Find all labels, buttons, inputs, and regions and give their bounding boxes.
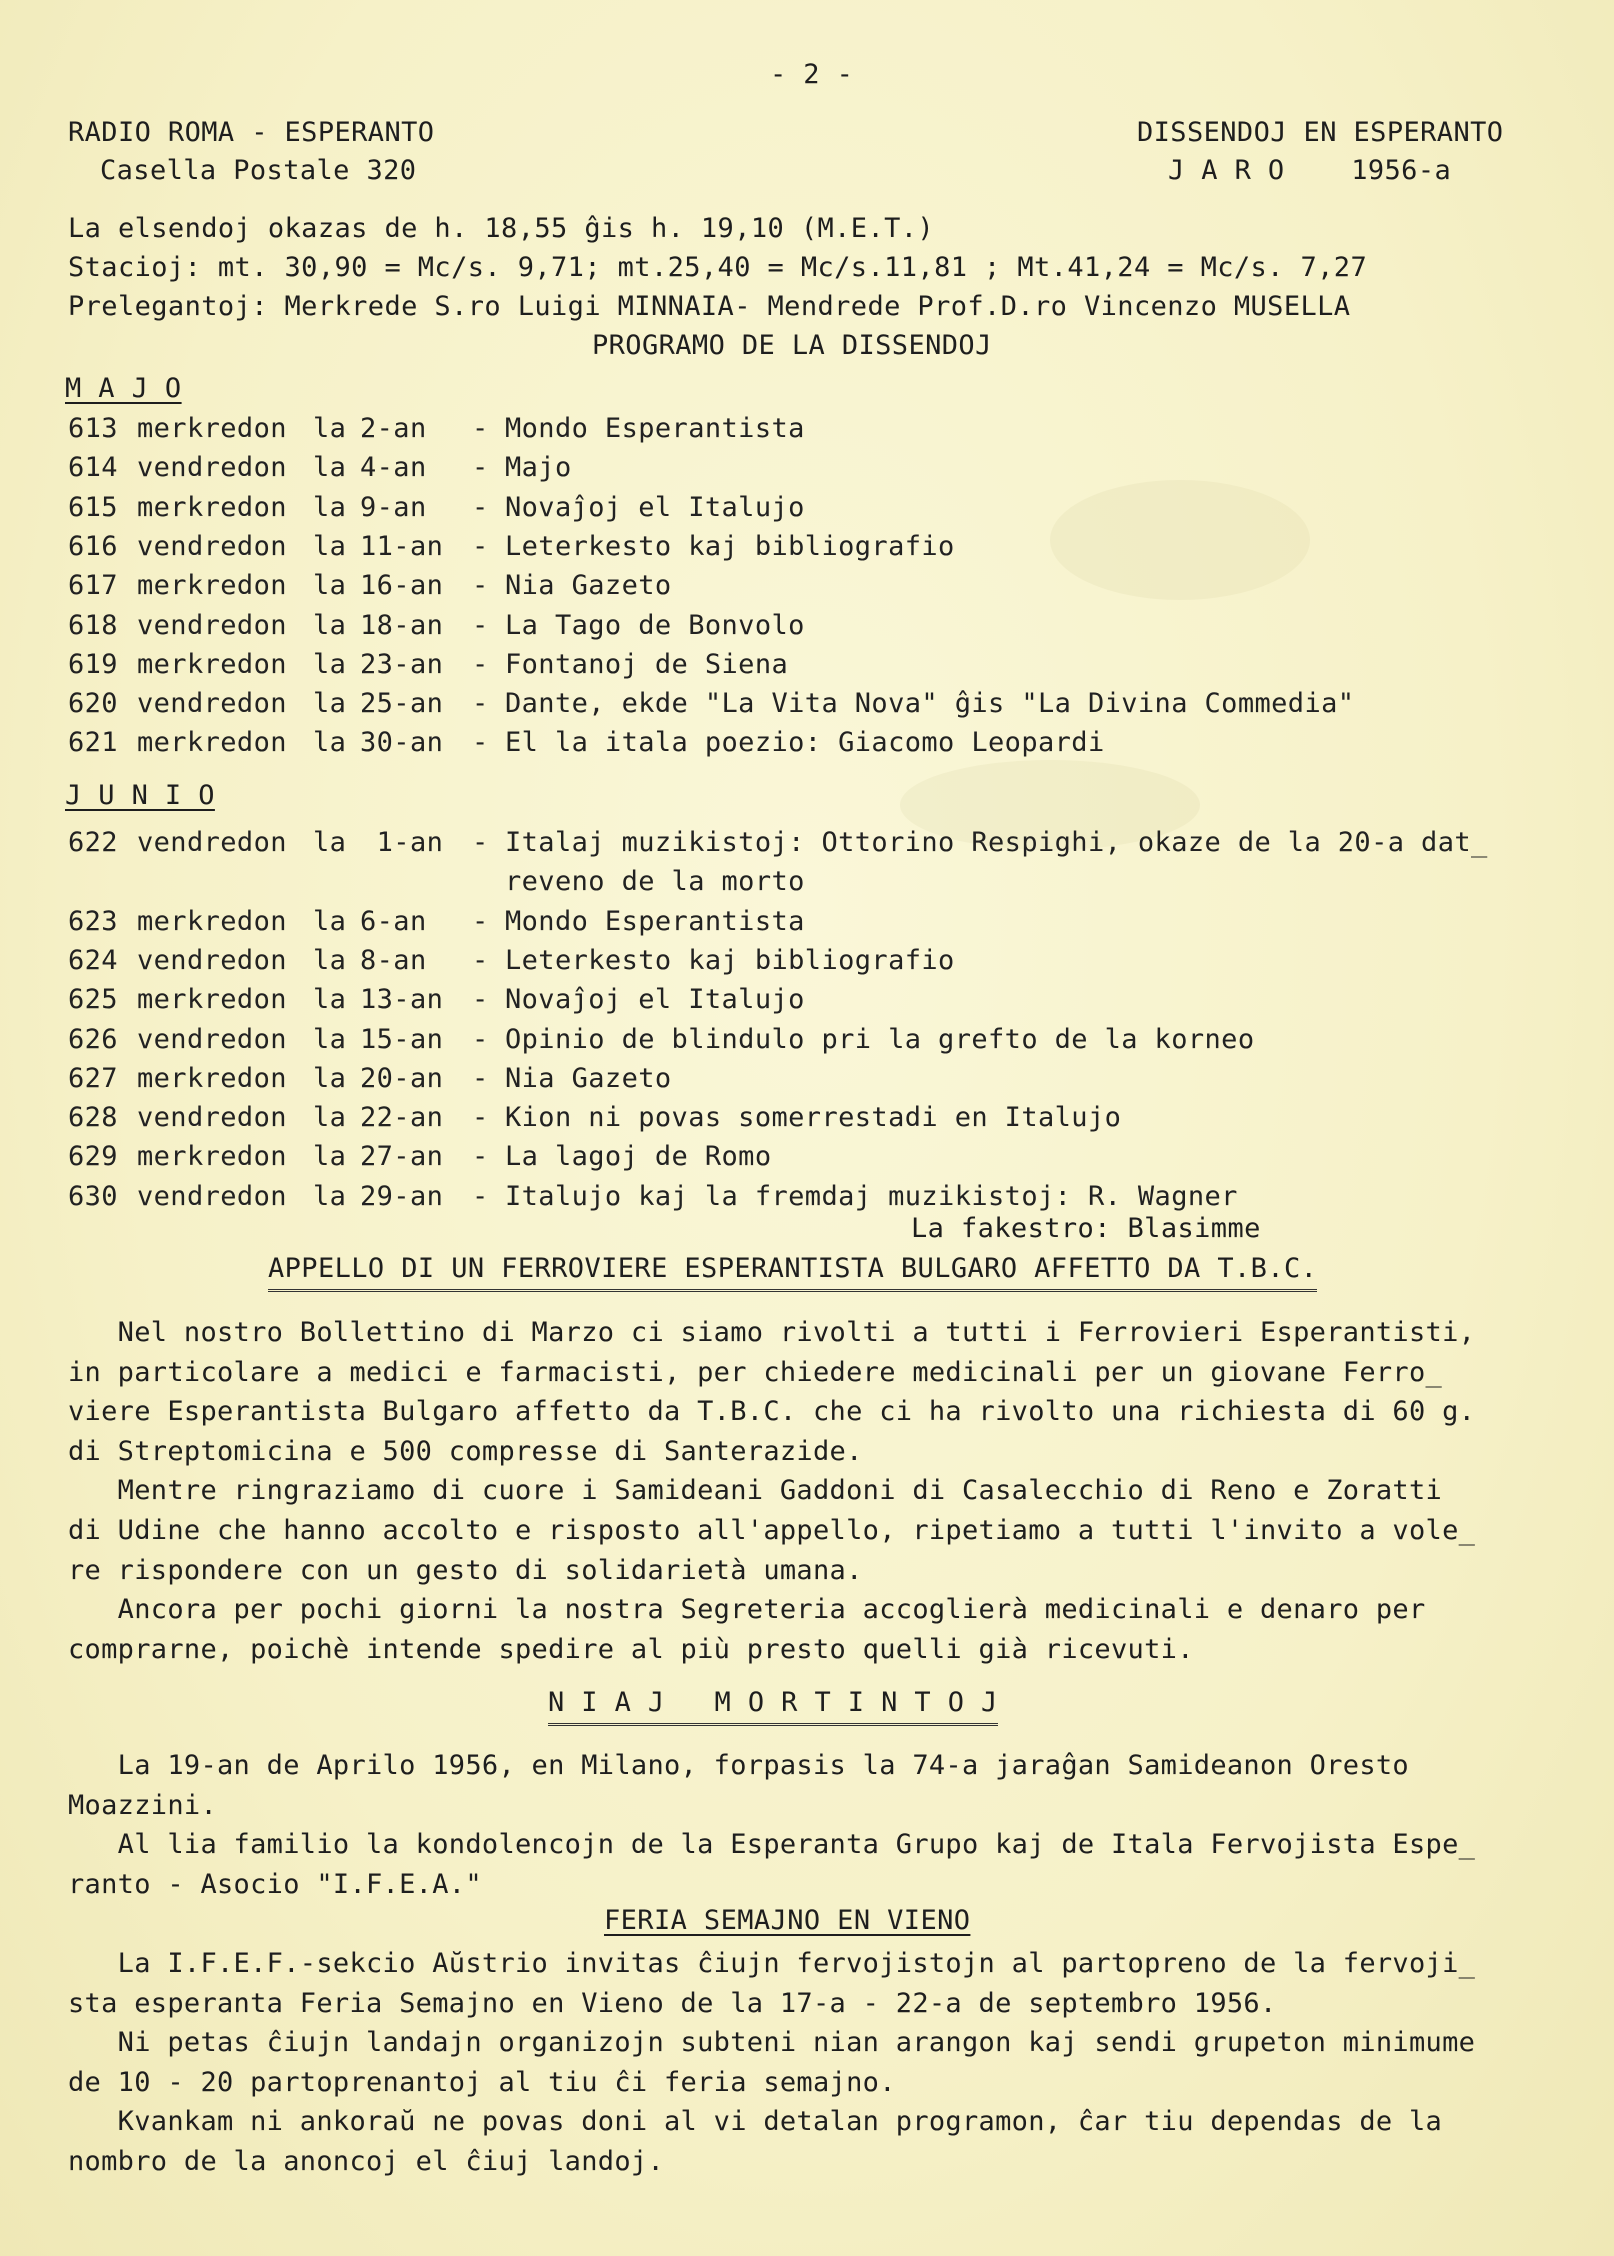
program-date: 6-an bbox=[360, 905, 427, 937]
program-date: 27-an bbox=[360, 1141, 444, 1173]
program-num: 620 bbox=[68, 688, 118, 720]
program-day: vendredon bbox=[137, 1023, 287, 1055]
program-row bbox=[0, 648, 1614, 682]
program-row bbox=[0, 687, 1614, 721]
program-day: merkredon bbox=[137, 1141, 287, 1173]
program-dash: - bbox=[472, 727, 489, 759]
text-line: re rispondere con un gesto di solidarietà umana. bbox=[68, 1554, 863, 1586]
program-la: la bbox=[313, 413, 347, 444]
program-dash: - bbox=[472, 609, 489, 641]
program-la: la bbox=[313, 452, 347, 484]
program-la: la bbox=[313, 984, 347, 1016]
program-day: merkredon bbox=[137, 727, 287, 759]
program-title: Nia Gazeto bbox=[505, 570, 672, 602]
feria-heading: FERIA SEMAJNO EN VIENO bbox=[604, 1905, 971, 1936]
program-date: 23-an bbox=[360, 648, 444, 680]
program-day: vendredon bbox=[137, 688, 287, 720]
program-dash: - bbox=[472, 413, 489, 444]
program-row bbox=[0, 1062, 1614, 1096]
text-line: di Streptomicina e 500 compresse di Santerazide. bbox=[68, 1435, 863, 1467]
text-line: viere Esperantista Bulgaro affetto da T.B.C. che ci ha rivolto una richiesta di 60 g. bbox=[68, 1396, 1476, 1428]
program-num: 616 bbox=[68, 530, 118, 562]
program-day: merkredon bbox=[137, 984, 287, 1016]
program-row bbox=[0, 1180, 1614, 1214]
program-date: 16-an bbox=[360, 570, 444, 602]
program-num: 627 bbox=[68, 1062, 118, 1094]
program-num: 630 bbox=[68, 1180, 118, 1212]
program-num: 617 bbox=[68, 570, 118, 602]
program-title: Nia Gazeto bbox=[505, 1062, 672, 1094]
text-line: Mentre ringraziamo di cuore i Samideani Gaddoni di Casalecchio di Reno e Zoratti bbox=[68, 1475, 1443, 1507]
program-dash: - bbox=[472, 530, 489, 562]
program-day: merkredon bbox=[137, 648, 287, 680]
program-dash: - bbox=[472, 984, 489, 1016]
program-row bbox=[0, 944, 1614, 978]
program-date: 25-an bbox=[360, 688, 444, 720]
program-num: 629 bbox=[68, 1141, 118, 1173]
program-num: 615 bbox=[68, 491, 118, 523]
program-title: Majo bbox=[505, 452, 572, 484]
program-dash: - bbox=[472, 1102, 489, 1134]
program-date: 15-an bbox=[360, 1023, 444, 1055]
program-row bbox=[0, 983, 1614, 1017]
program-title: reveno de la morto bbox=[505, 866, 805, 898]
program-day: vendredon bbox=[137, 1102, 287, 1134]
program-num: 626 bbox=[68, 1023, 118, 1055]
page-number: - 2 - bbox=[770, 59, 854, 90]
program-day: vendredon bbox=[137, 1180, 287, 1212]
program-row bbox=[0, 609, 1614, 643]
program-title: Mondo Esperantista bbox=[505, 413, 805, 444]
program-title: Italaj muzikistoj: Ottorino Respighi, okaze de la 20-a dat_ bbox=[505, 827, 1488, 858]
program-row bbox=[0, 726, 1614, 760]
program-row bbox=[0, 569, 1614, 603]
program-num: 623 bbox=[68, 905, 118, 937]
program-date: 22-an bbox=[360, 1102, 444, 1134]
program-la: la bbox=[313, 688, 347, 720]
program-dash: - bbox=[472, 905, 489, 937]
program-date: 29-an bbox=[360, 1180, 444, 1212]
program-title: El la itala poezio: Giacomo Leopardi bbox=[505, 727, 1105, 759]
program-title: Opinio de blindulo pri la grefto de la korneo bbox=[505, 1023, 1255, 1055]
text-line: de 10 - 20 partoprenantoj al tiu ĉi feria semajno. bbox=[68, 2066, 896, 2098]
program-row bbox=[0, 1140, 1614, 1174]
program-title: La lagoj de Romo bbox=[505, 1141, 772, 1173]
program-dash: - bbox=[472, 1062, 489, 1094]
program-dash: - bbox=[472, 1180, 489, 1212]
program-date: 2-an bbox=[360, 413, 427, 444]
program-row bbox=[0, 491, 1614, 525]
program-title: PROGRAMO DE LA DISSENDOJ bbox=[592, 330, 992, 361]
section-heading-majo: M A J O bbox=[65, 373, 182, 404]
program-row bbox=[0, 1023, 1614, 1057]
program-title: Novaĵoj el Italujo bbox=[505, 984, 805, 1016]
station-frequencies: Stacioj: mt. 30,90 = Mc/s. 9,71; mt.25,40 = Mc/s.11,81 ; Mt.41,24 = Mc/s. 7,27 bbox=[68, 252, 1368, 283]
program-day: vendredon bbox=[137, 944, 287, 976]
program-row bbox=[0, 865, 1614, 899]
program-la: la bbox=[313, 609, 347, 641]
program-title: Fontanoj de Siena bbox=[505, 648, 789, 680]
program-row bbox=[0, 451, 1614, 485]
program-date: 13-an bbox=[360, 984, 444, 1016]
text-line: sta esperanta Feria Semajno en Vieno de la 17-a - 22-a de septembro 1956. bbox=[68, 1987, 1277, 2019]
program-dash: - bbox=[472, 688, 489, 720]
program-la: la bbox=[313, 905, 347, 937]
program-la: la bbox=[313, 944, 347, 976]
program-date: 11-an bbox=[360, 530, 444, 562]
program-day: merkredon bbox=[137, 491, 287, 523]
program-num: 614 bbox=[68, 452, 118, 484]
text-line: La 19-an de Aprilo 1956, en Milano, forpasis la 74-a jaraĝan Samideanon Oresto bbox=[68, 1750, 1409, 1781]
text-line: Ancora per pochi giorni la nostra Segreteria accoglierà medicinali e denaro per bbox=[68, 1594, 1426, 1626]
program-day: merkredon bbox=[137, 1062, 287, 1094]
program-la: la bbox=[313, 1062, 347, 1094]
text-line: nombro de la anoncoj el ĉiuj landoj. bbox=[68, 2146, 664, 2177]
header-year: J A R O 1956-a bbox=[1168, 155, 1452, 186]
program-num: 628 bbox=[68, 1102, 118, 1134]
program-row bbox=[0, 826, 1614, 860]
program-num: 624 bbox=[68, 944, 118, 976]
program-day: merkredon bbox=[137, 413, 287, 444]
program-date: 20-an bbox=[360, 1062, 444, 1094]
lecturers: Prelegantoj: Merkrede S.ro Luigi MINNAIA- Mendrede Prof.D.ro Vincenzo MUSELLA bbox=[68, 291, 1351, 322]
text-line: La I.F.E.F.-sekcio Aŭstrio invitas ĉiujn fervojistojn al partopreno de la fervoji_ bbox=[68, 1948, 1476, 1979]
header-title: DISSENDOJ EN ESPERANTO bbox=[1137, 117, 1504, 148]
program-dash: - bbox=[472, 452, 489, 484]
program-la: la bbox=[313, 491, 347, 523]
program-date: 8-an bbox=[360, 944, 427, 976]
program-title: Kion ni povas somerrestadi en Italujo bbox=[505, 1102, 1122, 1134]
text-line: Kvankam ni ankoraŭ ne povas doni al vi detalan programon, ĉar tiu dependas de la bbox=[68, 2106, 1443, 2138]
text-line: di Udine che hanno accolto e risposto all'appello, ripetiamo a tutti l'invito a vole_ bbox=[68, 1515, 1476, 1546]
text-line: Nel nostro Bollettino di Marzo ci siamo rivolti a tutti i Ferrovieri Esperantisti, bbox=[68, 1317, 1476, 1348]
program-row bbox=[0, 905, 1614, 939]
program-title: Mondo Esperantista bbox=[505, 905, 805, 937]
program-num: 625 bbox=[68, 984, 118, 1016]
program-dash: - bbox=[472, 570, 489, 602]
program-day: vendredon bbox=[137, 530, 287, 562]
program-title: Italujo kaj la fremdaj muzikistoj: R. Wagner bbox=[505, 1180, 1238, 1212]
program-title: Novaĵoj el Italujo bbox=[505, 491, 805, 523]
program-la: la bbox=[313, 1141, 347, 1173]
section-heading-junio: J U N I O bbox=[65, 780, 215, 811]
program-num: 618 bbox=[68, 609, 118, 641]
program-day: merkredon bbox=[137, 570, 287, 602]
program-la: la bbox=[313, 648, 347, 680]
program-day: vendredon bbox=[137, 609, 287, 641]
text-line: ranto - Asocio "I.F.E.A." bbox=[68, 1868, 482, 1900]
program-num: 621 bbox=[68, 727, 118, 759]
appeal-heading: APPELLO DI UN FERROVIERE ESPERANTISTA BULGARO AFFETTO DA T.B.C. bbox=[268, 1252, 1317, 1292]
header-station: RADIO ROMA - ESPERANTO bbox=[68, 117, 435, 148]
program-la: la bbox=[313, 727, 347, 759]
program-dash: - bbox=[472, 827, 489, 858]
program-date: 9-an bbox=[360, 491, 427, 523]
program-dash: - bbox=[472, 1023, 489, 1055]
program-num: 619 bbox=[68, 648, 118, 680]
program-date: 30-an bbox=[360, 727, 444, 759]
text-line: Moazzini. bbox=[68, 1789, 217, 1821]
program-dash: - bbox=[472, 1141, 489, 1173]
program-la: la bbox=[313, 1102, 347, 1134]
program-date: 1-an bbox=[360, 827, 444, 858]
program-row bbox=[0, 530, 1614, 564]
program-dash: - bbox=[472, 944, 489, 976]
text-line: comprarne, poichè intende spedire al più presto quelli già ricevuti. bbox=[68, 1633, 1194, 1665]
program-date: 18-an bbox=[360, 609, 444, 641]
program-title: Leterkesto kaj bibliografio bbox=[505, 530, 955, 562]
program-title: Leterkesto kaj bibliografio bbox=[505, 944, 955, 976]
program-num: 622 bbox=[68, 827, 118, 858]
text-line: in particolare a medici e farmacisti, per chiedere medicinali per un giovane Ferro_ bbox=[68, 1356, 1443, 1388]
program-row bbox=[0, 1101, 1614, 1135]
header-postbox: Casella Postale 320 bbox=[100, 155, 417, 186]
program-la: la bbox=[313, 1180, 347, 1212]
program-day: vendredon bbox=[137, 827, 287, 858]
program-day: merkredon bbox=[137, 905, 287, 937]
program-day: vendredon bbox=[137, 452, 287, 484]
obituary-heading: N I A J M O R T I N T O J bbox=[548, 1686, 998, 1726]
program-la: la bbox=[313, 570, 347, 602]
program-date: 4-an bbox=[360, 452, 427, 484]
text-line: Al lia familio la kondolencojn de la Esperanta Grupo kaj de Itala Fervojista Espe_ bbox=[68, 1829, 1476, 1861]
broadcast-times: La elsendoj okazas de h. 18,55 ĝis h. 19,10 (M.E.T.) bbox=[68, 213, 935, 244]
program-dash: - bbox=[472, 491, 489, 523]
program-la: la bbox=[313, 530, 347, 562]
program-la: la bbox=[313, 827, 347, 858]
program-title: Dante, ekde "La Vita Nova" ĝis "La Divina Commedia" bbox=[505, 688, 1355, 720]
program-dash: - bbox=[472, 648, 489, 680]
program-title: La Tago de Bonvolo bbox=[505, 609, 805, 641]
text-line: Ni petas ĉiujn landajn organizojn subteni nian arangon kaj sendi grupeton minimume bbox=[68, 2027, 1476, 2059]
program-num: 613 bbox=[68, 413, 118, 444]
signature-line: La fakestro: Blasimme bbox=[911, 1213, 1261, 1244]
program-row bbox=[0, 412, 1614, 446]
program-la: la bbox=[313, 1023, 347, 1055]
